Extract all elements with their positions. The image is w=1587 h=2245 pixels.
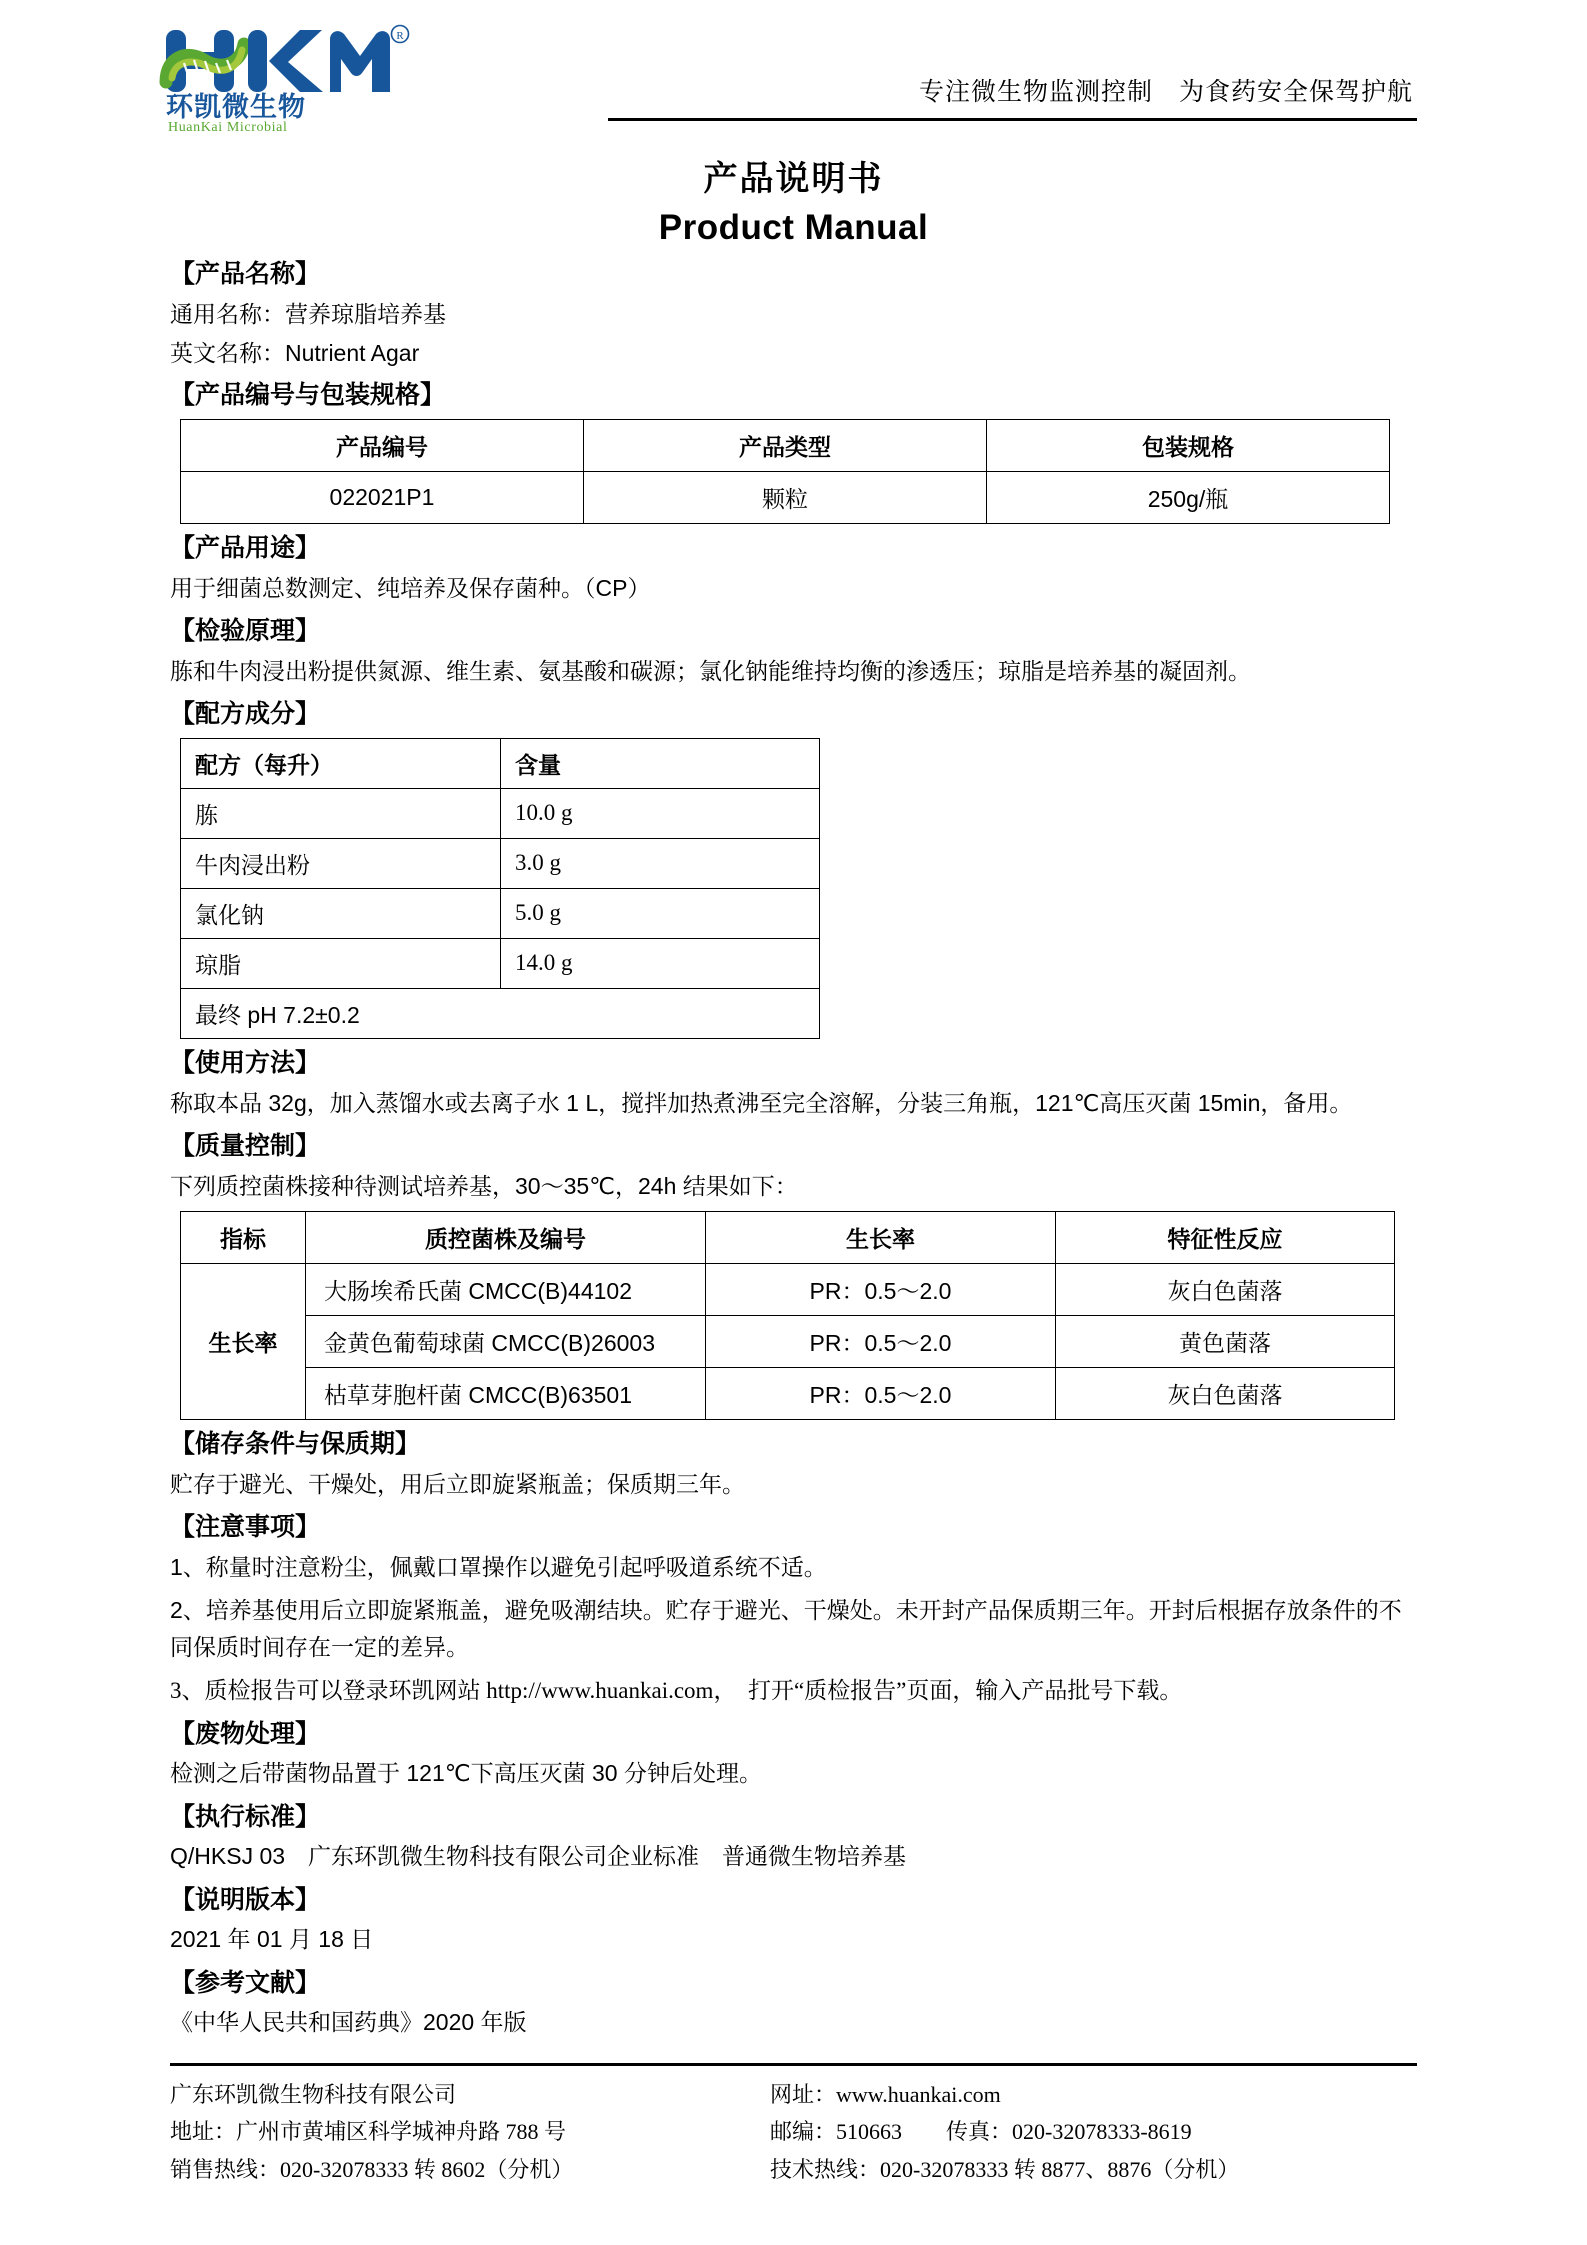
section-heading-principle: 【检验原理】 [170, 617, 321, 646]
standard-text: Q/HKSJ 03 广东环凯微生物科技有限公司企业标准 普通微生物培养基 [170, 1843, 907, 1870]
english-name-value: Nutrient Agar [285, 340, 420, 367]
section-heading-formula: 【配方成分】 [170, 700, 321, 729]
quality-control-intro: 下列质控菌株接种待测试培养基，30～35℃，24h 结果如下： [170, 1172, 798, 1199]
page-title-en: Product Manual [658, 208, 929, 247]
table-row [181, 888, 820, 938]
col-growth-rate: 生长率 [706, 1211, 1056, 1263]
footer-website: 网址：www.huankai.com [770, 2081, 1001, 2107]
col-formula-name: 配方（每升） [181, 738, 501, 788]
col-strain: 质控菌株及编号 [306, 1211, 706, 1263]
table-header-row [181, 738, 820, 788]
table-row-ph [181, 988, 820, 1038]
principle-text: 胨和牛肉浸出粉提供氮源、维生素、氨基酸和碳源；氯化钠能维持均衡的渗透压；琼脂是培养基的凝固剂。 [170, 657, 1251, 684]
header-divider [608, 118, 1417, 121]
col-formula-amount: 含量 [501, 738, 820, 788]
cell-product-type: 颗粒 [584, 472, 987, 524]
svg-text:R: R [396, 30, 404, 42]
page-header [166, 0, 1417, 134]
col-product-type: 产品类型 [584, 420, 987, 472]
cell-amount: 3.0 g [501, 838, 820, 888]
page-title-zh: 产品说明书 [703, 160, 884, 198]
cell-strain: 金黄色葡萄球菌 CMCC(B)26003 [306, 1315, 706, 1367]
section-heading-waste: 【废物处理】 [170, 1719, 321, 1748]
col-product-code: 产品编号 [181, 420, 584, 472]
section-heading-quality-control: 【质量控制】 [170, 1131, 321, 1160]
svg-text:环凯微生物: 环凯微生物 [166, 92, 306, 122]
note-item: 1、称量时注意粉尘，佩戴口罩操作以避免引起呼吸道系统不适。 [170, 1553, 827, 1580]
footer-company: 广东环凯微生物科技有限公司 [170, 2081, 457, 2107]
cell-strain: 枯草芽胞杆菌 CMCC(B)63501 [306, 1367, 706, 1419]
reference-text: 《中华人民共和国药典》2020 年版 [170, 2009, 527, 2036]
cell-package-spec: 250g/瓶 [987, 472, 1390, 524]
cell-amount: 10.0 g [501, 788, 820, 838]
col-indicator: 指标 [181, 1211, 306, 1263]
cell-reaction: 灰白色菌落 [1056, 1367, 1395, 1419]
cell-indicator: 生长率 [181, 1263, 306, 1419]
footer-left-column [170, 2076, 770, 2189]
table-row [181, 1315, 1395, 1367]
svg-text:HuanKai Microbial: HuanKai Microbial [168, 120, 288, 134]
company-logo [148, 16, 418, 134]
section-heading-product-name: 【产品名称】 [170, 260, 321, 288]
cell-ingredient: 琼脂 [181, 938, 501, 988]
version-text: 2021 年 01 月 18 日 [170, 1926, 374, 1953]
cell-final-ph: 最终 pH 7.2±0.2 [181, 988, 820, 1038]
section-heading-method: 【使用方法】 [170, 1048, 321, 1077]
section-heading-storage: 【储存条件与保质期】 [170, 1429, 421, 1458]
header-tagline-wrap [418, 0, 1417, 124]
table-row [181, 838, 820, 888]
quality-control-table [180, 1211, 1395, 1420]
section-heading-purpose: 【产品用途】 [170, 534, 321, 563]
footer-right-column [770, 2076, 1417, 2189]
cell-amount: 14.0 g [501, 938, 820, 988]
footer-tech-hotline: 技术热线：020-32078333 转 8877、8876（分机） [770, 2157, 1240, 2183]
section-heading-notes: 【注意事项】 [170, 1512, 321, 1541]
cell-growth-rate: PR：0.5～2.0 [706, 1315, 1056, 1367]
cell-product-code: 022021P1 [181, 472, 584, 524]
cell-reaction: 灰白色菌落 [1056, 1263, 1395, 1315]
table-row [181, 472, 1390, 524]
footer-divider [170, 2063, 1417, 2066]
purpose-text: 用于细菌总数测定、纯培养及保存菌种。（CP） [170, 574, 651, 601]
page-footer [170, 2063, 1417, 2189]
generic-name-line [170, 296, 1417, 332]
footer-sales-hotline: 销售热线：020-32078333 转 8602（分机） [170, 2157, 574, 2183]
english-name-line [170, 335, 1417, 371]
table-row [181, 788, 820, 838]
cell-amount: 5.0 g [501, 888, 820, 938]
waste-text: 检测之后带菌物品置于 121℃下高压灭菌 30 分钟后处理。 [170, 1760, 762, 1787]
generic-name-label: 通用名称： [170, 300, 285, 327]
cell-ingredient: 氯化钠 [181, 888, 501, 938]
header-tagline: 专注微生物监测控制 为食药安全保驾护航 [918, 78, 1413, 106]
cell-ingredient: 胨 [181, 788, 501, 838]
cell-reaction: 黄色菌落 [1056, 1315, 1395, 1367]
table-row [181, 938, 820, 988]
note-item: 3、质检报告可以登录环凯网站 http://www.huankai.com， 打开“质检报告”页面，输入产品批号下载。 [170, 1678, 1183, 1704]
section-heading-standard: 【执行标准】 [170, 1802, 321, 1831]
note-item: 2、培养基使用后立即旋紧瓶盖，避免吸潮结块。贮存于避光、干燥处。未开封产品保质期三年。开封后根据存放条件的不同保质时间存在一定的差异。 [170, 1596, 1402, 1661]
section-heading-version: 【说明版本】 [170, 1885, 321, 1914]
cell-growth-rate: PR：0.5～2.0 [706, 1263, 1056, 1315]
cell-strain: 大肠埃希氏菌 CMCC(B)44102 [306, 1263, 706, 1315]
section-heading-code-spec: 【产品编号与包装规格】 [170, 381, 446, 410]
table-row [181, 1367, 1395, 1419]
storage-text: 贮存于避光、干燥处，用后立即旋紧瓶盖；保质期三年。 [170, 1470, 745, 1497]
formula-table [180, 738, 820, 1039]
generic-name-value: 营养琼脂培养基 [285, 300, 446, 327]
english-name-label: 英文名称： [170, 340, 285, 367]
col-package-spec: 包装规格 [987, 420, 1390, 472]
cell-ingredient: 牛肉浸出粉 [181, 838, 501, 888]
cell-growth-rate: PR：0.5～2.0 [706, 1367, 1056, 1419]
table-row [181, 1263, 1395, 1315]
footer-postcode-fax: 邮编：510663 传真：020-32078333-8619 [770, 2119, 1192, 2145]
footer-address: 地址：广州市黄埔区科学城神舟路 788 号 [170, 2119, 567, 2145]
method-text: 称取本品 32g，加入蒸馏水或去离子水 1 L，搅拌加热煮沸至完全溶解，分装三角瓶，121℃高压灭菌 15min，备用。 [170, 1089, 1353, 1116]
col-characteristic-reaction: 特征性反应 [1056, 1211, 1395, 1263]
product-code-table [180, 419, 1390, 524]
table-header-row [181, 420, 1390, 472]
footer-content [170, 2076, 1417, 2189]
table-header-row [181, 1211, 1395, 1263]
section-heading-reference: 【参考文献】 [170, 1968, 321, 1997]
